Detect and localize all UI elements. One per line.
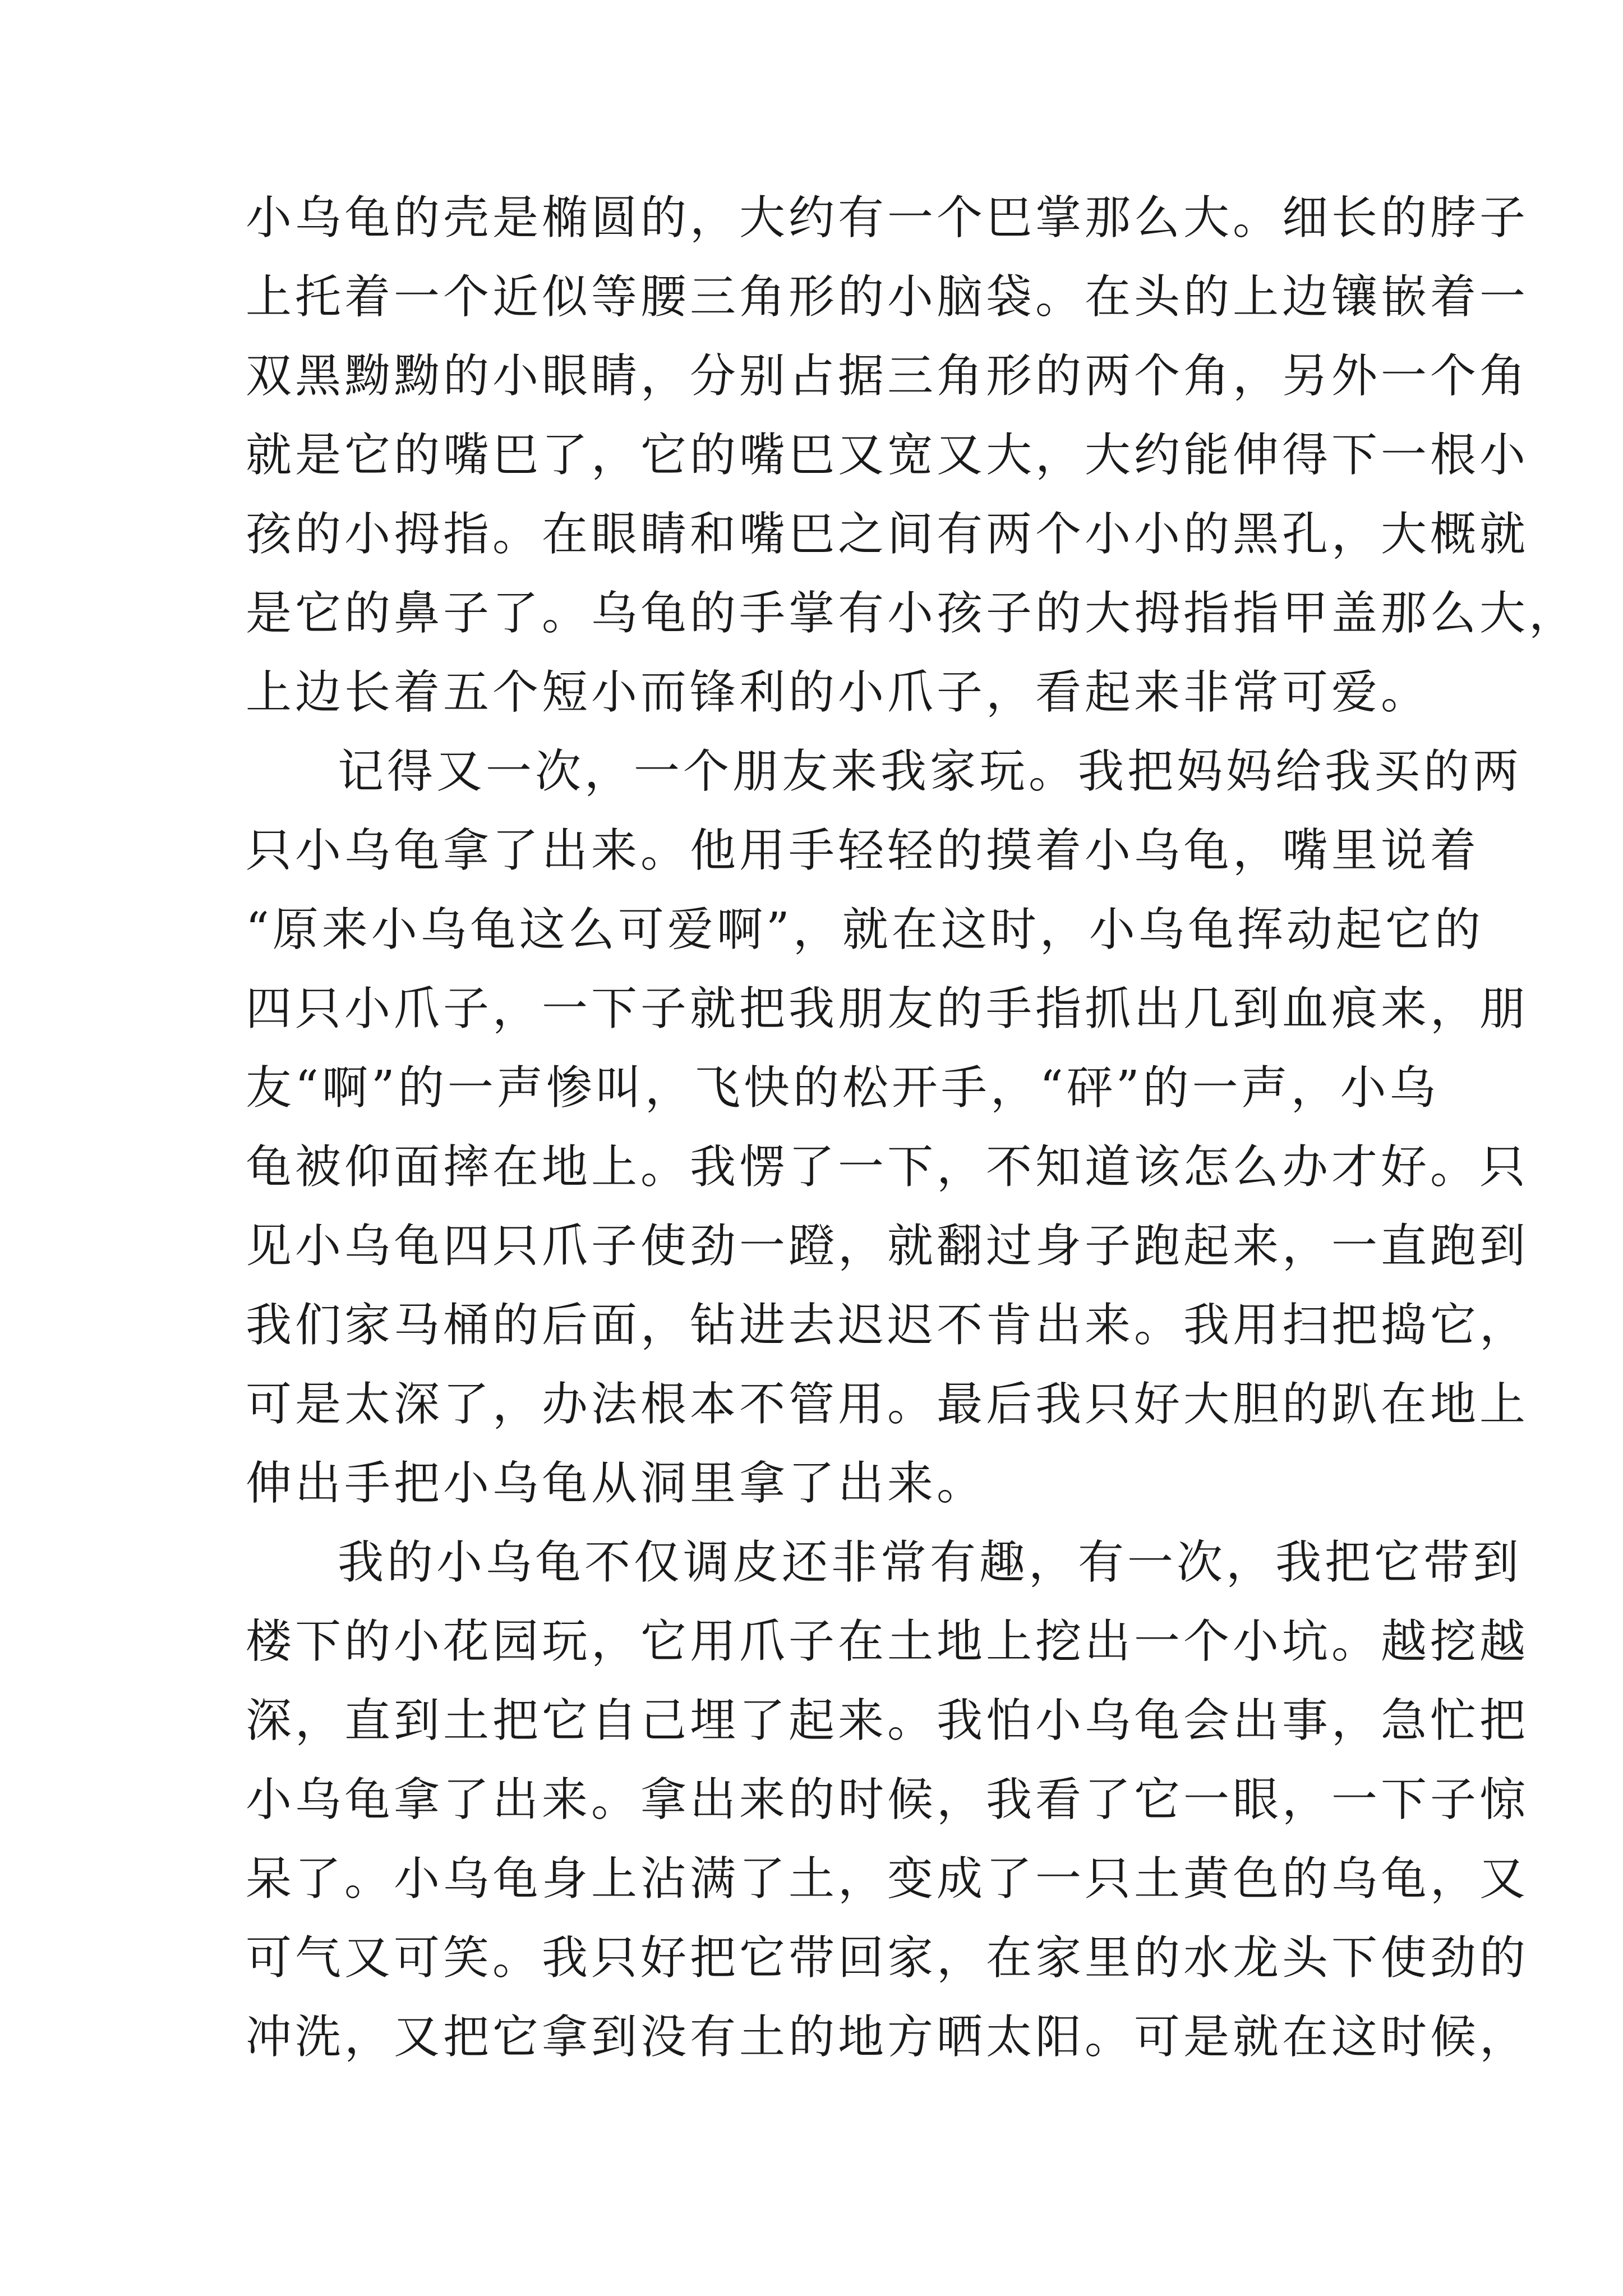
body-text (246, 178, 1579, 2077)
paragraph-3-line-7: 冲洗，又把它拿到没有土的地方晒太阳。可是就在这时候， (246, 2010, 1529, 2064)
paragraph-2-line-10: 伸出手把小乌龟从洞里拿了出来。 (246, 1457, 986, 1510)
paragraph-2-line-1: 记得又一次，一个朋友来我家玩。我把妈妈给我买的两 (338, 745, 1523, 798)
paragraph-3-line-4: 小乌龟拿了出来。拿出来的时候，我看了它一眼，一下子惊 (246, 1773, 1529, 1826)
paragraph-1-line-1: 小乌龟的壳是椭圆的，大约有一个巴掌那么大。细长的脖子 (246, 191, 1529, 245)
paragraph-1-line-4: 就是它的嘴巴了，它的嘴巴又宽又大，大约能伸得下一根小 (246, 429, 1529, 482)
paragraph-2-line-3: “原来小乌龟这么可爱啊”，就在这时，小乌龟挥动起它的 (246, 903, 1484, 956)
paragraph-1-line-6: 是它的鼻子了。乌龟的手掌有小孩子的大拇指指甲盖那么大， (246, 587, 1579, 640)
paragraph-2-line-8: 我们家马桶的后面，钻进去迟迟不肯出来。我用扫把捣它， (246, 1299, 1529, 1352)
paragraph-1-line-2: 上托着一个近似等腰三角形的小脑袋。在头的上边镶嵌着一 (246, 270, 1529, 324)
paragraph-1-line-5: 孩的小拇指。在眼睛和嘴巴之间有两个小小的黑孔，大概就 (246, 508, 1529, 561)
paragraph-2-line-5: 友“啊”的一声惨叫，飞快的松开手，“砰”的一声，小乌 (246, 1061, 1439, 1115)
paragraph-2-line-4: 四只小爪子，一下子就把我朋友的手指抓出几到血痕来，朋 (246, 982, 1529, 1036)
paragraph-2-line-2: 只小乌龟拿了出来。他用手轻轻的摸着小乌龟，嘴里说着 (246, 824, 1480, 877)
paragraph-2-line-9: 可是太深了，办法根本不管用。最后我只好大胆的趴在地上 (246, 1378, 1529, 1431)
paragraph-3-line-3: 深，直到土把它自己埋了起来。我怕小乌龟会出事，急忙把 (246, 1694, 1529, 1747)
paragraph-3-line-1: 我的小乌龟不仅调皮还非常有趣，有一次，我把它带到 (338, 1536, 1523, 1589)
paragraph-1-line-7: 上边长着五个短小而锋利的小爪子，看起来非常可爱。 (246, 666, 1431, 719)
paragraph-3-line-6: 可气又可笑。我只好把它带回家，在家里的水龙头下使劲的 (246, 1931, 1529, 1985)
paragraph-2-line-6: 龟被仰面摔在地上。我愣了一下，不知道该怎么办才好。只 (246, 1140, 1529, 1194)
paragraph-2-line-7: 见小乌龟四只爪子使劲一蹬，就翻过身子跑起来，一直跑到 (246, 1220, 1529, 1273)
paragraph-3-line-5: 呆了。小乌龟身上沾满了土，变成了一只土黄色的乌龟，又 (246, 1852, 1529, 1906)
paragraph-1-line-3: 双黑黝黝的小眼睛，分别占据三角形的两个角，另外一个角 (246, 349, 1529, 403)
paragraph-3-line-2: 楼下的小花园玩，它用爪子在土地上挖出一个小坑。越挖越 (246, 1615, 1529, 1668)
